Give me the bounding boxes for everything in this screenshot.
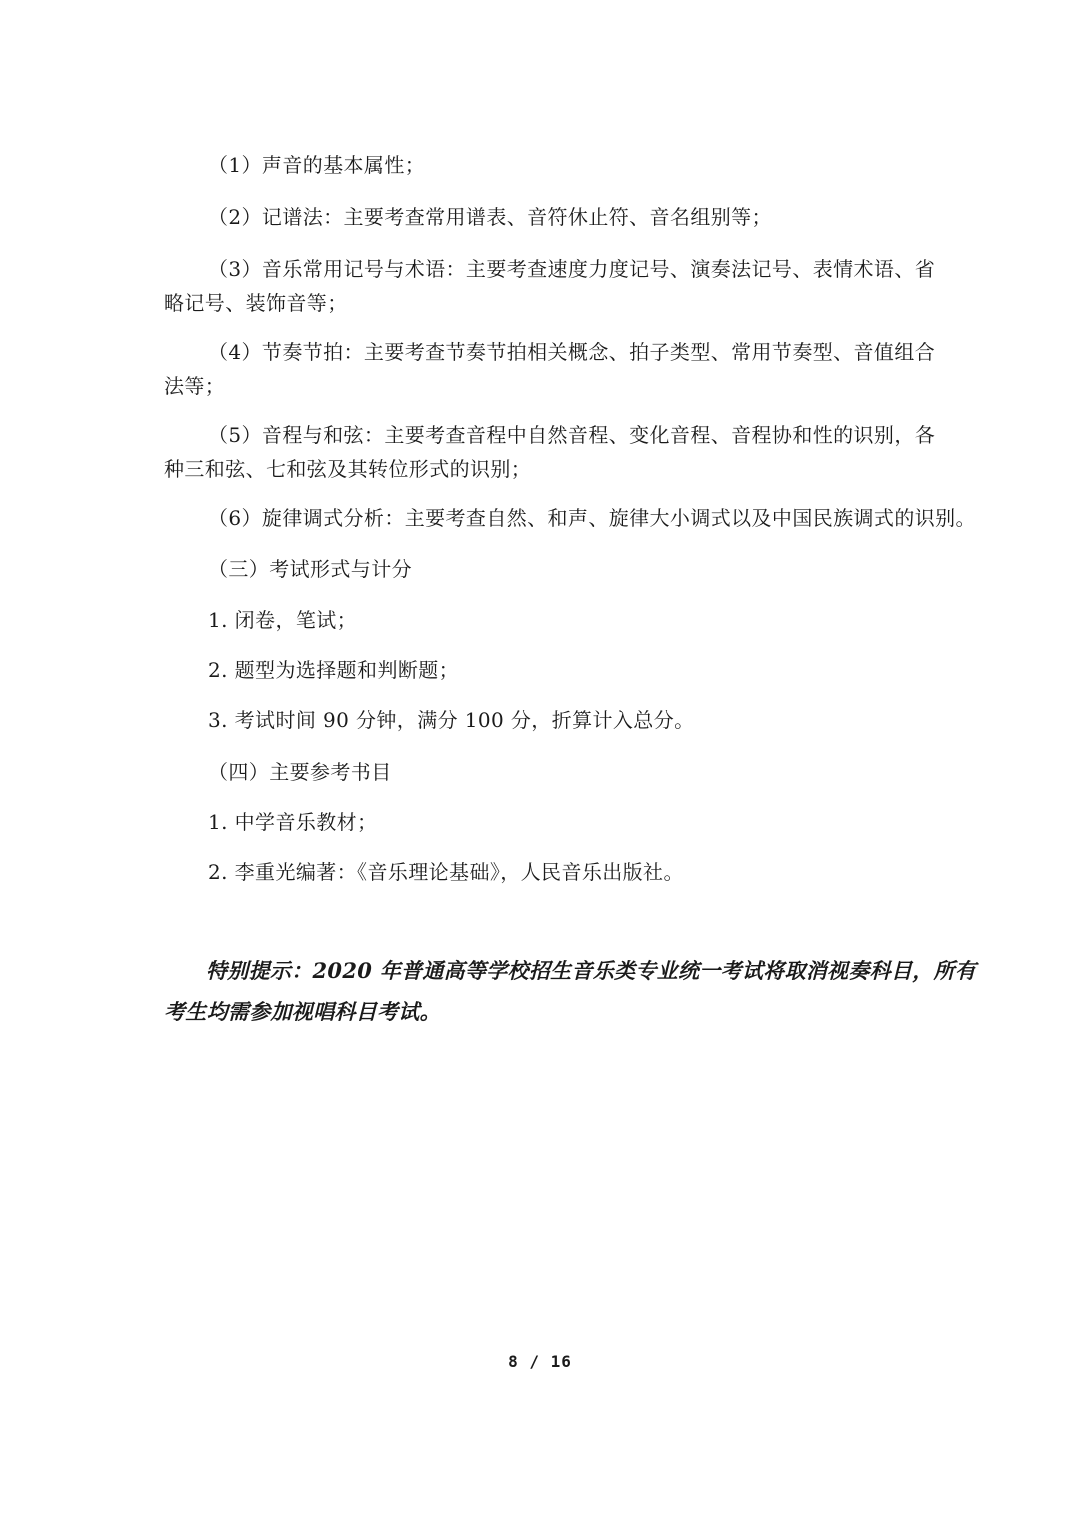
exam-format-item: 3. 考试时间 90 分钟，满分 100 分，折算计入总分。 (208, 708, 695, 732)
section-heading-exam-format: （三）考试形式与计分 (208, 557, 412, 581)
page-number: 8 / 16 (508, 1352, 572, 1371)
reference-book-item: 2. 李重光编著：《音乐理论基础》，人民音乐出版社。 (208, 860, 684, 884)
reference-book-item: 1. 中学音乐教材； (208, 810, 378, 834)
list-item-sound-properties: （1）声音的基本属性； (208, 153, 426, 177)
exam-format-item: 1. 闭卷，笔试； (208, 608, 358, 632)
list-item-rhythm-meter-line2: 法等； (164, 374, 226, 398)
section-heading-reference-books: （四）主要参考书目 (208, 760, 392, 784)
list-item-notation: （2）记谱法：主要考查常用谱表、音符休止符、音名组别等； (208, 205, 772, 229)
list-item-symbols-terms-line2: 略记号、装饰音等； (164, 291, 348, 315)
special-note-line2: 考生均需参加视唱科目考试。 (164, 999, 441, 1024)
list-item-melody-mode-analysis: （6）旋律调式分析：主要考查自然、和声、旋律大小调式以及中国民族调式的识别。 (208, 506, 976, 530)
list-item-intervals-chords-line1: （5）音程与和弦：主要考查音程中自然音程、变化音程、音程协和性的识别，各 (208, 423, 936, 447)
list-item-symbols-terms-line1: （3）音乐常用记号与术语：主要考查速度力度记号、演奏法记号、表情术语、省 (208, 257, 936, 281)
list-item-rhythm-meter-line1: （4）节奏节拍：主要考查节奏节拍相关概念、拍子类型、常用节奏型、音值组合 (208, 340, 936, 364)
exam-format-item: 2. 题型为选择题和判断题； (208, 658, 460, 682)
special-note-line1: 特别提示：2020 年普通高等学校招生音乐类专业统一考试将取消视奏科目，所有 (206, 958, 977, 983)
list-item-intervals-chords-line2: 种三和弦、七和弦及其转位形式的识别； (164, 457, 532, 481)
